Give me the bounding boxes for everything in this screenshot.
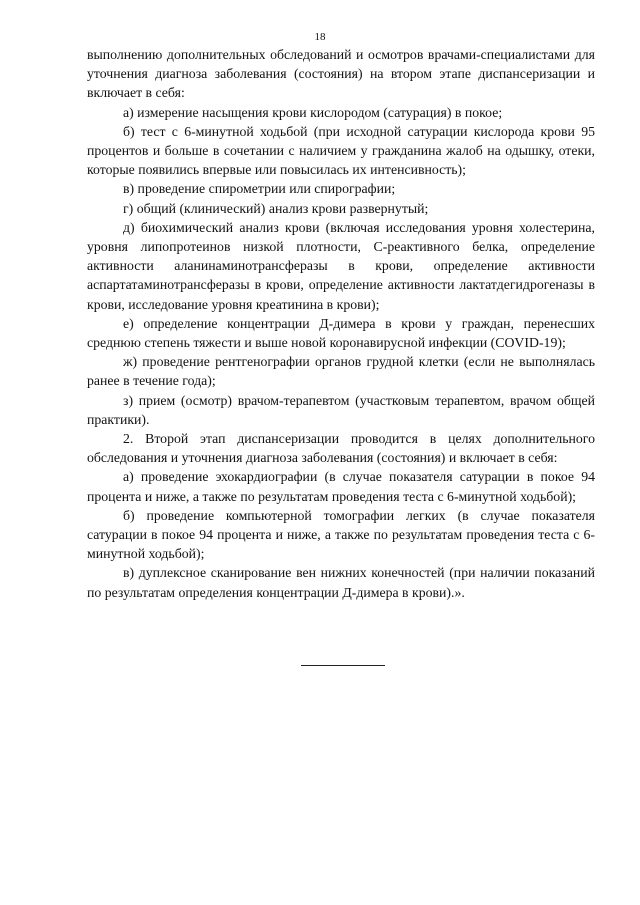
paragraph-section-2-item-v: в) дуплексное сканирование вен нижних конечностей (при наличии показаний по результатам определения концентрации Д-димера в крови).». (87, 565, 595, 600)
paragraph-item-z: з) прием (осмотр) врачом-терапевтом (участковым терапевтом, врачом общей практики). (87, 392, 595, 427)
paragraph-section-2-item-a: а) проведение эхокардиографии (в случае показателя сатурации в покое 94 процента и ниже, а также по результатам проведения теста с 6-минутной ходьбой); (87, 469, 595, 504)
paragraph-item-b: б) тест с 6-минутной ходьбой (при исходной сатурации кислорода крови 95 процентов и больше в сочетании с наличием у гражданина жалоб на одышку, отеки, которые появились впервые или повысилась их интенсивность); (87, 123, 595, 178)
document-body (87, 45, 595, 602)
page-number: 18 (314, 31, 326, 43)
paragraph-continuation: выполнению дополнительных обследований и осмотров врачами-специалистами для уточнения диагноза заболевания (состояния) на втором этапе диспансеризации и включает в себя: (87, 47, 595, 101)
paragraph-item-e: е) определение концентрации Д-димера в крови у граждан, перенесших среднюю степень тяжести и выше новой коронавирусной инфекции (COVID-19); (87, 315, 595, 351)
paragraph-section-2-item-b: б) проведение компьютерной томографии легких (в случае показателя сатурации в покое 94 процента и ниже, а также по результатам проведения теста с 6-минутной ходьбой); (87, 507, 595, 562)
paragraph-item-zh: ж) проведение рентгенографии органов грудной клетки (если не выполнялась ранее в течение года); (87, 354, 595, 389)
paragraph-item-d: д) биохимический анализ крови (включая исследования уровня холестерина, уровня липопротеинов низкой плотности, С-реактивного белка, определение активности аланинаминотрансферазы в крови, определение активности аспартатаминотрансферазы в крови, определение активности лактатдегидрогеназы в крови, исследование уровня креатинина в крови); (87, 219, 595, 312)
paragraph-section-2: 2. Второй этап диспансеризации проводится в целях дополнительного обследования и уточнения диагноза заболевания (состояния) и включает в себя: (87, 431, 595, 466)
paragraph-item-v: в) проведение спирометрии или спирографии; (123, 181, 396, 197)
paragraph-item-a: а) измерение насыщения крови кислородом (сатурация) в покое; (123, 104, 503, 120)
end-separator-line (301, 665, 385, 666)
paragraph-item-g: г) общий (клинический) анализ крови развернутый; (123, 200, 429, 216)
